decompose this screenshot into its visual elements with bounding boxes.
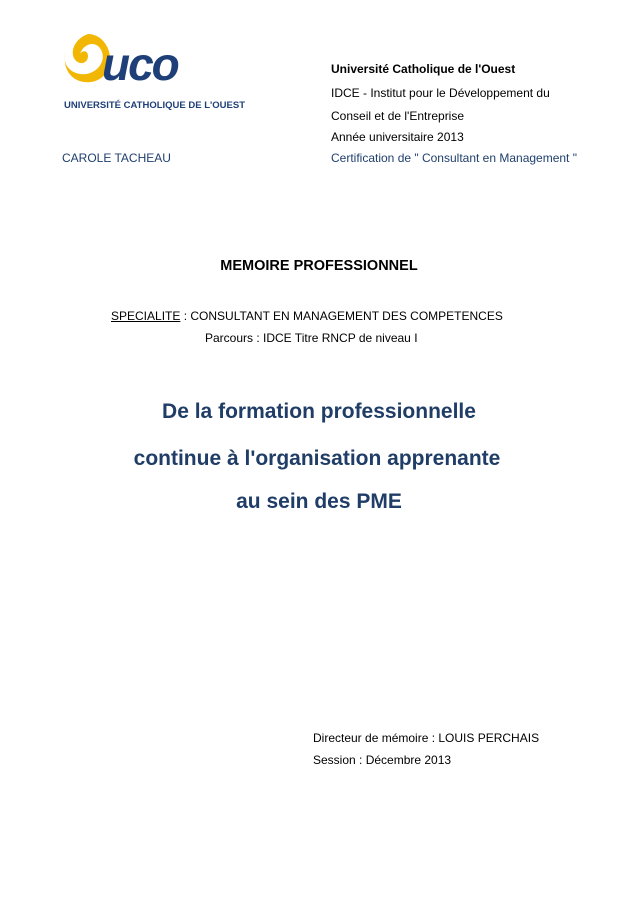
title-line-2: continue à l'organisation apprenante [133, 447, 501, 470]
logo-subtitle: UNIVERSITÉ CATHOLIQUE DE L'OUEST [64, 100, 246, 111]
thesis-director: Directeur de mémoire : LOUIS PERCHAIS [313, 731, 540, 745]
title-line-1: De la formation professionnelle [162, 400, 476, 423]
parcours: Parcours : IDCE Titre RNCP de niveau I [205, 331, 418, 345]
specialite-value: : CONSULTANT EN MANAGEMENT DES COMPETENCES [180, 309, 503, 323]
institution-name: Université Catholique de l'Ouest [331, 62, 516, 76]
institute-line-1: IDCE - Institut pour le Développement du [331, 86, 550, 100]
academic-year: Année universitaire 2013 [331, 130, 464, 144]
specialite [111, 309, 503, 323]
certification: Certification de " Consultant en Management " [331, 151, 577, 165]
uco-logo-mark [58, 28, 218, 100]
uco-logo [58, 28, 246, 118]
specialite-label: SPECIALITE [111, 309, 181, 323]
session: Session : Décembre 2013 [313, 753, 452, 767]
institute-line-2: Conseil et de l'Entreprise [331, 109, 465, 123]
document-type: MEMOIRE PROFESSIONNEL [220, 258, 418, 274]
title-line-3: au sein des PME [236, 490, 402, 513]
author-name: CAROLE TACHEAU [62, 151, 171, 165]
logo-wordmark: uco [102, 38, 178, 90]
